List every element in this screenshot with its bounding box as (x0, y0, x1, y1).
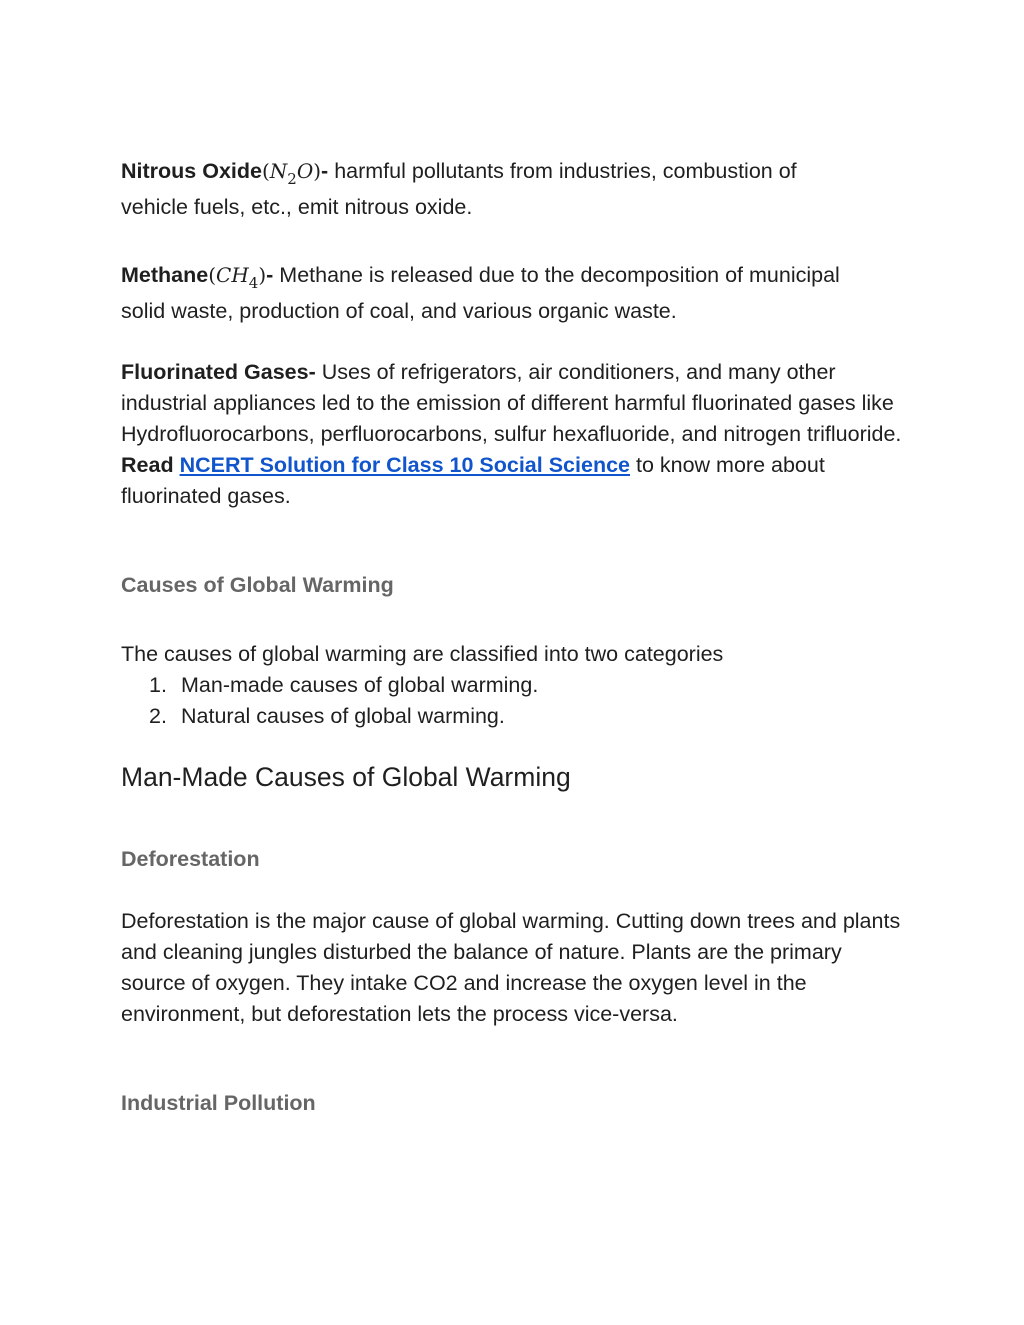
causes-heading: Causes of Global Warming (121, 573, 394, 597)
fluorinated-gases-paragraph (121, 357, 911, 512)
list-item: 2. Natural causes of global warming. (149, 704, 505, 728)
methane-line-2: solid waste, production of coal, and various organic waste. (121, 299, 677, 323)
nitrous-oxide-line-2: vehicle fuels, etc., emit nitrous oxide. (121, 195, 473, 219)
nitrous-oxide-formula: $(N_2O)$ (261, 159, 322, 188)
industrial-pollution-heading: Industrial Pollution (121, 1091, 316, 1115)
methane-dash: - (266, 263, 274, 287)
fluorinated-gases-after-link: to know more about fluorinated gases. (121, 453, 825, 508)
nitrous-oxide-dash: - (321, 159, 329, 183)
methane-text-1: Methane is released due to the decomposition of municipal (273, 263, 840, 287)
methane-line-1 (121, 254, 921, 296)
fluorinated-gases-text: Uses of refrigerators, air conditioners, and many other industrial appliances led to the emission of different harmful fluorinated gases like Hydrofluorocarbons, perfluorocarbons, sulfur hexafluoride, and nitrogen trifluoride. (121, 360, 902, 446)
man-made-heading: Man-Made Causes of Global Warming (121, 762, 571, 792)
deforestation-heading: Deforestation (121, 847, 260, 871)
nitrous-oxide-text-1: harmful pollutants from industries, combustion of (328, 159, 797, 183)
nitrous-oxide-paragraph (121, 150, 921, 223)
nitrous-oxide-line-1 (121, 150, 921, 192)
fluorinated-gases-label: Fluorinated Gases- (121, 360, 316, 384)
methane-paragraph (121, 254, 921, 327)
nitrous-oxide-label: Nitrous Oxide (121, 159, 262, 183)
methane-label: Methane (121, 263, 209, 287)
document-page (121, 150, 921, 1119)
causes-intro: The causes of global warming are classified into two categories (121, 642, 724, 666)
ncert-solution-link[interactable]: NCERT Solution for Class 10 Social Science (179, 453, 630, 477)
deforestation-paragraph: Deforestation is the major cause of global warming. Cutting down trees and plants and cleaning jungles disturbed the balance of nature. Plants are the primary source of oxygen. They intake CO2 and increase the oxygen level in the environment, but deforestation lets the process vice-versa. (121, 909, 901, 1026)
methane-formula: $(CH_4)$ (208, 263, 267, 292)
read-label: Read (121, 453, 174, 477)
causes-list (121, 670, 921, 732)
list-item: 1. Man-made causes of global warming. (149, 673, 539, 697)
